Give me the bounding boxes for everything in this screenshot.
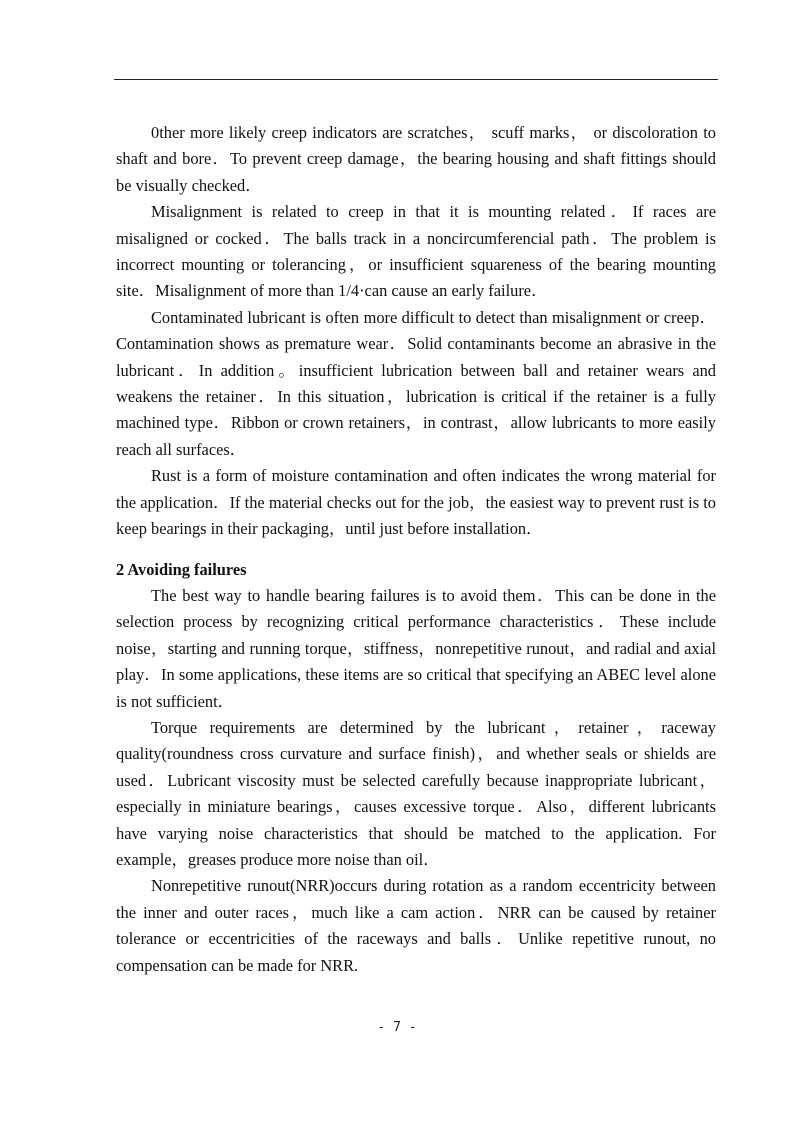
paragraph-torque-requirements: Torque requirements are determined by the lubricant，retainer，raceway quality(roundness cross curvature and surface finish)，and whether seals or shields are used．Lubricant viscosity must be selected carefully because inappropriate lubricant，especially in miniature bearings，causes excessive torque．Also，different lubricants have varying noise characteristics that should be matched to the application. For example，greases produce more noise than oil． <box>116 717 716 869</box>
document-body <box>116 120 716 979</box>
paragraph-misalignment: Misalignment is related to creep in that it is mounting related．If races are misaligned or cocked．The balls track in a noncircumferencial path．The problem is incorrect mounting or tolerancing，or insufficient squareness of the bearing mounting site．Misalignment of more than 1/4·can cause an early failure． <box>116 202 716 301</box>
page-number: - 7 - <box>377 1020 417 1035</box>
section-heading: 2 Avoiding failures <box>116 559 247 579</box>
paragraph-nonrepetitive-runout: Nonrepetitive runout(NRR)occurs during rotation as a random eccentricity between the inner and outer races，much like a cam action．NRR can be caused by retainer tolerance or eccentricities of the raceways and balls．Unlike repetitive runout, no compensation can be made for NRR. <box>116 876 716 975</box>
paragraph-avoiding-failures: The best way to handle bearing failures is to avoid them．This can be done in the selection process by recognizing critical performance characteristics．These include noise，starting and running torque，stiffness，nonrepetitive runout，and radial and axial play．In some applications, these items are so critical that specifying an ABEC level alone is not sufficient． <box>116 585 716 711</box>
paragraph-rust: Rust is a form of moisture contamination and often indicates the wrong material for the application．If the material checks out for the job，the easiest way to prevent rust is to keep bearings in their packaging，until just before installation． <box>116 466 716 539</box>
header-rule <box>114 79 718 80</box>
paragraph-contaminated-lubricant: Contaminated lubricant is often more difficult to detect than misalignment or creep．Contamination shows as premature wear．Solid contaminants become an abrasive in the lubricant．In addition。insufficient lubrication between ball and retainer wears and weakens the retainer．In this situation，lubrication is critical if the retainer is a fully machined type．Ribbon or crown retainers，in contrast，allow lubricants to more easily reach all surfaces． <box>116 307 716 459</box>
paragraph-creep-indicators: 0ther more likely creep indicators are scratches， scuff marks， or discoloration to shaft and bore．To prevent creep damage，the bearing housing and shaft fittings should be visually checked． <box>116 123 716 195</box>
